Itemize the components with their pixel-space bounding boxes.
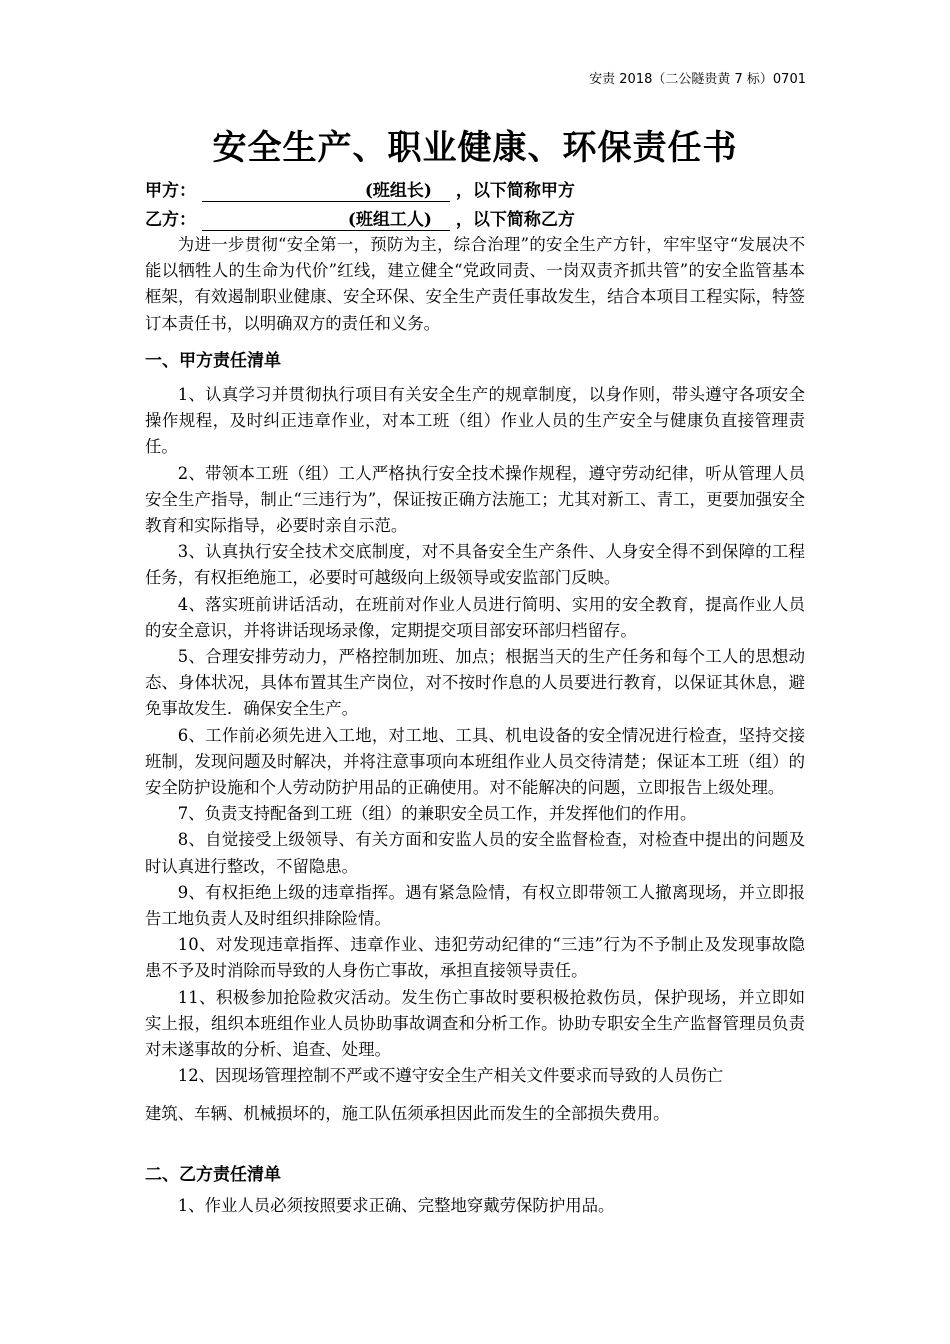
party-b-line — [145, 205, 575, 231]
document-code: 安责 2018（二公隧贵黄 7 标）0701 — [589, 72, 806, 87]
list-item: 8、自觉接受上级领导、有关方面和安监人员的安全监督检查，对检查中提出的问题及时认真进行整改，不留隐患。 — [145, 830, 805, 876]
section-b-heading: 二、乙方责任清单 — [145, 1165, 281, 1185]
list-item: 5、合理安排劳动力，严格控制加班、加点；根据当天的生产任务和每个工人的思想动态、身体状况，具体布置其生产岗位，对不按时作息的人员要进行教育，以保证其休息，避免事故发生．确保安全生产。 — [145, 647, 805, 719]
list-item: 1、认真学习并贯彻执行项目有关安全生产的规章制度，以身作则，带头遵守各项安全操作规程，及时纠正违章作业，对本工班（组）作业人员的生产安全与健康负直接管理责任。 — [145, 385, 805, 457]
party-b-label: 乙方： — [145, 210, 196, 230]
list-item: 10、对发现违章指挥、违章作业、违犯劳动纪律的“三违”行为不予制止及发现事故隐患不予及时消除而导致的人身伤亡事故，承担直接领导责任。 — [145, 935, 805, 981]
party-b-role: (班组工人) — [347, 210, 432, 230]
list-item: 12、因现场管理控制不严或不遵守安全生产相关文件要求而导致的人员伤亡 — [177, 1066, 724, 1086]
party-b-suffix: ，以下简称乙方 — [455, 210, 575, 230]
list-item: 2、带领本工班（组）工人严格执行安全技术操作规程，遵守劳动纪律，听从管理人员安全生产指导，制止“三违行为”，保证按正确方法施工；尤其对新工、青工，更要加强安全教育和实际指导，必要时亲自示范。 — [145, 463, 805, 536]
party-b-name-field — [202, 210, 450, 231]
list-item: 4、落实班前讲话活动，在班前对作业人员进行简明、实用的安全教育，提高作业人员的安全意识，并将讲话现场录像，定期提交项目部安环部归档留存。 — [145, 594, 805, 640]
list-item: 11、积极参加抢险救灾活动。发生伤亡事故时要积极抢救伤员，保护现场，并立即如实上报，组织本班组作业人员协助事故调查和分析工作。协助专职安全生产监督管理员负责对未遂事故的分析、追查、处理。 — [145, 987, 805, 1060]
intro-paragraph: 为进一步贯彻“安全第一，预防为主，综合治理”的安全生产方针，牢牢坚守“发展决不能以牺牲人的生命为代价”红线，建立健全“党政同责、一岗双责齐抓共管”的安全监管基本框架，有效遏制职业健康、安全环保、安全生产责任事故发生，结合本项目工程实际，特签订本责任书，以明确双方的责任和义务。 — [145, 235, 805, 333]
list-item-continuation: 建筑、车辆、机械损坏的，施工队伍须承担因此而发生的全部损失费用。 — [145, 1104, 670, 1123]
list-item: 7、负责支持配备到工班（组）的兼职安全员工作，并发挥他们的作用。 — [177, 804, 697, 824]
document-title: 安全生产、职业健康、环保责任书 — [212, 128, 738, 168]
party-a-suffix: ，以下简称甲方 — [455, 181, 575, 201]
list-item: 6、工作前必须先进入工地，对工地、工具、机电设备的安全情况进行检查，坚持交接班制，发现问题及时解决，并将注意事项向本班组作业人员交待清楚；保证本工班（组）的安全防护设施和个人劳动防护用品的正确使用。对不能解决的问题，立即报告上级处理。 — [145, 725, 805, 798]
section-a-items — [145, 382, 805, 1089]
section-b-items — [145, 1193, 805, 1219]
list-item: 9、有权拒绝上级的违章指挥。遇有紧急险情，有权立即带领工人撤离现场，并立即报告工地负责人及时组织排除险情。 — [145, 882, 805, 929]
list-item: 3、认真执行安全技术交底制度，对不具备安全生产条件、人身安全得不到保障的工程任务，有权拒绝施工，必要时可越级向上级领导或安监部门反映。 — [145, 542, 805, 588]
party-a-name-field — [202, 181, 450, 202]
party-a-line — [145, 176, 575, 202]
party-a-label: 甲方： — [145, 181, 196, 201]
list-item: 1、作业人员必须按照要求正确、完整地穿戴劳保防护用品。 — [177, 1196, 615, 1215]
party-a-role: (班组长) — [364, 181, 432, 201]
section-a-heading: 一、甲方责任清单 — [145, 351, 281, 371]
